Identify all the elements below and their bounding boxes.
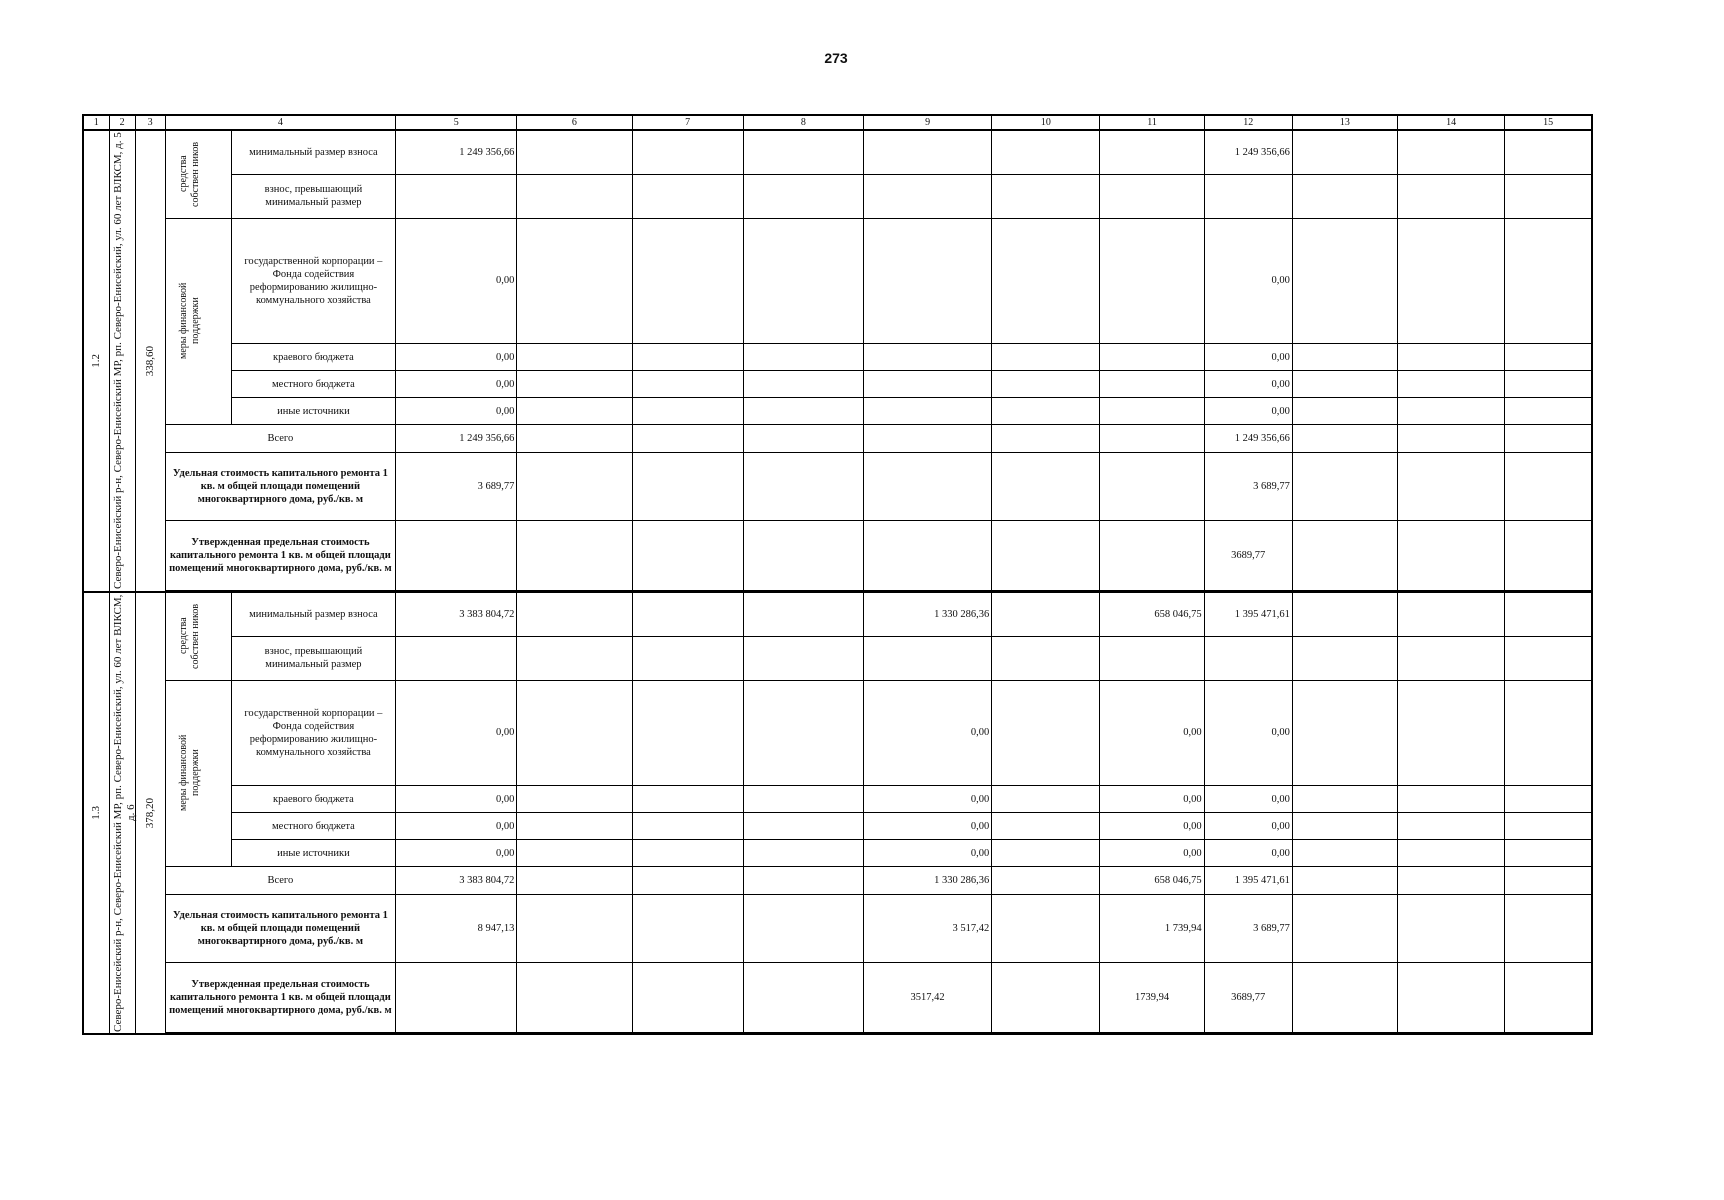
header-cell: 4 [165,115,395,130]
empty-cell [1398,963,1505,1033]
empty-cell [632,813,743,840]
empty-cell [743,592,863,636]
cell-col5: 0,00 [396,218,517,344]
header-cell: 5 [396,115,517,130]
header-cell: 3 [135,115,165,130]
empty-cell [743,963,863,1033]
empty-cell [992,398,1100,425]
empty-cell [517,680,632,786]
empty-cell [743,130,863,174]
cell-col11: 0,00 [1100,840,1204,867]
empty-cell [992,592,1100,636]
empty-cell [1505,521,1592,591]
empty-cell [1398,344,1505,371]
empty-cell [1505,344,1592,371]
cell-col11: 1 739,94 [1100,895,1204,963]
row-label: минимальный размер взноса [231,592,395,636]
header-cell: 7 [632,115,743,130]
section-number: 1.3 [83,592,109,1034]
cell-col5 [396,963,517,1033]
table-row [83,867,1592,895]
empty-cell [992,813,1100,840]
row-label-total: Всего [165,425,395,453]
row-label: взнос, превышающий минимальный размер [231,174,395,218]
empty-cell [1292,453,1397,521]
empty-cell [1292,592,1397,636]
empty-cell [1292,371,1397,398]
cell-col12: 0,00 [1204,218,1292,344]
empty-cell [1292,636,1397,680]
cell-col11: 0,00 [1100,813,1204,840]
row-label: краевого бюджета [231,786,395,813]
cell-col12: 3 689,77 [1204,453,1292,521]
empty-cell [1398,130,1505,174]
cell-col5: 0,00 [396,680,517,786]
cell-col9 [863,371,991,398]
cell-col9 [863,344,991,371]
empty-cell [632,344,743,371]
cell-col5: 0,00 [396,371,517,398]
header-cell: 10 [992,115,1100,130]
empty-cell [517,218,632,344]
cell-col12: 0,00 [1204,398,1292,425]
cell-col9 [863,174,991,218]
table-row [83,398,1592,425]
empty-cell [165,1033,1592,1035]
empty-cell [1505,425,1592,453]
support-group-label: меры финансовой поддержки [165,218,231,425]
row-label: местного бюджета [231,813,395,840]
empty-cell [1505,963,1592,1033]
empty-cell [992,344,1100,371]
row-label-unit-cost: Удельная стоимость капитального ремонта 1 кв. м общей площади помещений многоквартирного дома, руб./кв. м [165,895,395,963]
empty-cell [1398,813,1505,840]
empty-cell [517,636,632,680]
empty-cell [743,840,863,867]
empty-cell [1398,786,1505,813]
empty-cell [517,840,632,867]
empty-cell [632,521,743,591]
owners-group-label: средства собствен ников [165,130,231,218]
empty-cell [1505,636,1592,680]
page-number: 273 [824,50,848,66]
empty-cell [1292,344,1397,371]
cell-col9: 1 330 286,36 [863,867,991,895]
section-number: 1.2 [83,130,109,592]
empty-cell [992,786,1100,813]
empty-cell [1398,636,1505,680]
empty-cell [517,592,632,636]
empty-cell [992,425,1100,453]
row-label: государственной корпорации – Фонда содействия реформированию жилищно-коммунального хозяйства [231,680,395,786]
empty-cell [1398,521,1505,591]
empty-cell [632,592,743,636]
empty-cell [743,895,863,963]
empty-cell [1292,867,1397,895]
section-address: Северо-Енисейский р-н, Северо-Енисейский МР, рп. Северо-Енисейский, ул. 60 лет ВЛКСМ, д. 5 [109,130,135,592]
cell-col11 [1100,218,1204,344]
empty-cell [743,174,863,218]
empty-cell [992,371,1100,398]
empty-cell [517,344,632,371]
cell-col12 [1204,174,1292,218]
empty-cell [517,425,632,453]
header-cell: 9 [863,115,991,130]
empty-cell [1505,840,1592,867]
empty-cell [632,371,743,398]
empty-cell [743,218,863,344]
cell-col11 [1100,344,1204,371]
header-cell: 2 [109,115,135,130]
table-row [83,174,1592,218]
section-area: 338,60 [135,130,165,592]
empty-cell [1505,398,1592,425]
header-cell: 1 [83,115,109,130]
empty-cell [743,680,863,786]
empty-cell [992,840,1100,867]
table-row [83,218,1592,344]
empty-cell [1292,895,1397,963]
support-group-label: меры финансовой поддержки [165,680,231,867]
empty-cell [992,867,1100,895]
empty-cell [632,840,743,867]
cell-col5: 0,00 [396,786,517,813]
empty-cell [1398,398,1505,425]
cell-col11: 658 046,75 [1100,867,1204,895]
cell-col5: 3 383 804,72 [396,867,517,895]
empty-cell [992,521,1100,591]
empty-cell [743,786,863,813]
empty-cell [1398,867,1505,895]
empty-cell [743,636,863,680]
owners-group-label: средства собствен ников [165,592,231,680]
empty-cell [1398,174,1505,218]
cell-col9: 3517,42 [863,963,991,1033]
cell-col9: 0,00 [863,680,991,786]
capital-repair-table [82,114,1593,1035]
cell-col12: 3689,77 [1204,963,1292,1033]
table-row [83,344,1592,371]
header-row [83,115,1592,130]
cell-col5: 3 689,77 [396,453,517,521]
empty-cell [743,453,863,521]
empty-cell [1292,398,1397,425]
cell-col5: 0,00 [396,398,517,425]
cell-col11: 658 046,75 [1100,592,1204,636]
empty-cell [1398,840,1505,867]
cell-col11 [1100,636,1204,680]
empty-cell [632,867,743,895]
cell-col11 [1100,130,1204,174]
cell-col9 [863,130,991,174]
table-row [83,453,1592,521]
cell-col9: 3 517,42 [863,895,991,963]
empty-cell [517,867,632,895]
empty-cell [992,174,1100,218]
header-cell: 11 [1100,115,1204,130]
table-row [83,963,1592,1033]
empty-cell [517,521,632,591]
cell-col9 [863,218,991,344]
table-row [83,592,1592,636]
empty-cell [1292,840,1397,867]
cell-col12: 0,00 [1204,344,1292,371]
table-row [83,130,1592,174]
cell-col11 [1100,398,1204,425]
row-label: иные источники [231,398,395,425]
empty-cell [1398,592,1505,636]
empty-cell [1292,130,1397,174]
row-label-total: Всего [165,867,395,895]
header-cell: 8 [743,115,863,130]
empty-cell [632,398,743,425]
row-label-unit-cost: Удельная стоимость капитального ремонта 1 кв. м общей площади помещений многоквартирного дома, руб./кв. м [165,453,395,521]
empty-cell [1505,867,1592,895]
empty-cell [517,895,632,963]
cell-col9 [863,453,991,521]
cell-col12: 3689,77 [1204,521,1292,591]
cell-col12: 0,00 [1204,786,1292,813]
empty-cell [517,963,632,1033]
cell-col5: 8 947,13 [396,895,517,963]
empty-cell [992,130,1100,174]
cell-col11: 0,00 [1100,786,1204,813]
empty-cell [1505,371,1592,398]
cell-col5: 0,00 [396,344,517,371]
empty-cell [1505,130,1592,174]
cell-col9 [863,636,991,680]
empty-cell [632,636,743,680]
cell-col9 [863,521,991,591]
row-label-approved-cost: Утвержденная предельная стоимость капитального ремонта 1 кв. м общей площади помещений многоквартирного дома, руб./кв. м [165,963,395,1033]
cell-col5 [396,636,517,680]
empty-cell [517,453,632,521]
table-row [83,425,1592,453]
empty-cell [517,786,632,813]
cell-col11 [1100,425,1204,453]
empty-cell [517,398,632,425]
row-label: краевого бюджета [231,344,395,371]
cell-col11 [1100,521,1204,591]
cell-col11 [1100,453,1204,521]
cell-col12: 0,00 [1204,813,1292,840]
empty-cell [743,813,863,840]
cell-col12: 0,00 [1204,840,1292,867]
table-row [83,840,1592,867]
cell-col5 [396,174,517,218]
row-label: местного бюджета [231,371,395,398]
table-row [83,786,1592,813]
empty-cell [743,425,863,453]
cell-col5: 1 249 356,66 [396,130,517,174]
empty-cell [743,371,863,398]
empty-cell [517,813,632,840]
section-address: Северо-Енисейский р-н, Северо-Енисейский МР, рп. Северо-Енисейский, ул. 60 лет ВЛКСМ, д. 6 [109,592,135,1034]
cell-col9: 0,00 [863,813,991,840]
empty-cell [992,453,1100,521]
table-row [83,636,1592,680]
empty-cell [1398,453,1505,521]
section-area: 378,20 [135,592,165,1034]
table-row [83,680,1592,786]
cell-col11 [1100,174,1204,218]
cell-col9: 0,00 [863,840,991,867]
header-cell: 15 [1505,115,1592,130]
empty-cell [632,425,743,453]
empty-cell [1292,963,1397,1033]
cell-col5: 1 249 356,66 [396,425,517,453]
cell-col12: 1 395 471,61 [1204,867,1292,895]
cell-col5 [396,521,517,591]
empty-cell [1292,425,1397,453]
empty-cell [632,218,743,344]
empty-cell [1505,592,1592,636]
empty-cell [632,130,743,174]
empty-cell [743,344,863,371]
empty-cell [517,371,632,398]
empty-cell [632,786,743,813]
empty-cell [743,521,863,591]
cell-col12: 1 249 356,66 [1204,130,1292,174]
cell-col5: 3 383 804,72 [396,592,517,636]
empty-cell [517,130,632,174]
empty-cell [1505,786,1592,813]
cell-col11: 0,00 [1100,680,1204,786]
empty-cell [1505,895,1592,963]
cell-col9 [863,398,991,425]
empty-cell [992,895,1100,963]
empty-cell [992,963,1100,1033]
empty-cell [1505,174,1592,218]
row-label-approved-cost: Утвержденная предельная стоимость капитального ремонта 1 кв. м общей площади помещений многоквартирного дома, руб./кв. м [165,521,395,591]
empty-cell [1505,218,1592,344]
row-label: государственной корпорации – Фонда содействия реформированию жилищно-коммунального хозяйства [231,218,395,344]
empty-cell [1505,453,1592,521]
empty-cell [1398,371,1505,398]
spacer-row [83,1033,1592,1035]
table-row [83,895,1592,963]
header-cell: 6 [517,115,632,130]
cell-col12 [1204,636,1292,680]
cell-col11: 1739,94 [1100,963,1204,1033]
table-row [83,813,1592,840]
empty-cell [1292,218,1397,344]
empty-cell [1292,813,1397,840]
empty-cell [632,895,743,963]
cell-col11 [1100,371,1204,398]
cell-col5: 0,00 [396,840,517,867]
cell-col9: 0,00 [863,786,991,813]
cell-col9 [863,425,991,453]
empty-cell [1292,786,1397,813]
empty-cell [1505,813,1592,840]
empty-cell [517,174,632,218]
empty-cell [1292,521,1397,591]
empty-cell [992,680,1100,786]
empty-cell [1505,680,1592,786]
empty-cell [992,636,1100,680]
empty-cell [1398,425,1505,453]
cell-col12: 1 249 356,66 [1204,425,1292,453]
cell-col12: 1 395 471,61 [1204,592,1292,636]
header-cell: 13 [1292,115,1397,130]
table-row [83,371,1592,398]
cell-col12: 0,00 [1204,371,1292,398]
empty-cell [992,218,1100,344]
empty-cell [1398,218,1505,344]
row-label: взнос, превышающий минимальный размер [231,636,395,680]
empty-cell [632,174,743,218]
cell-col12: 3 689,77 [1204,895,1292,963]
row-label: иные источники [231,840,395,867]
row-label: минимальный размер взноса [231,130,395,174]
cell-col5: 0,00 [396,813,517,840]
empty-cell [632,680,743,786]
empty-cell [743,867,863,895]
empty-cell [743,398,863,425]
cell-col12: 0,00 [1204,680,1292,786]
header-cell: 14 [1398,115,1505,130]
empty-cell [1398,680,1505,786]
empty-cell [1292,680,1397,786]
empty-cell [1292,174,1397,218]
empty-cell [1398,895,1505,963]
table-row [83,521,1592,591]
empty-cell [632,453,743,521]
cell-col9: 1 330 286,36 [863,592,991,636]
header-cell: 12 [1204,115,1292,130]
empty-cell [632,963,743,1033]
